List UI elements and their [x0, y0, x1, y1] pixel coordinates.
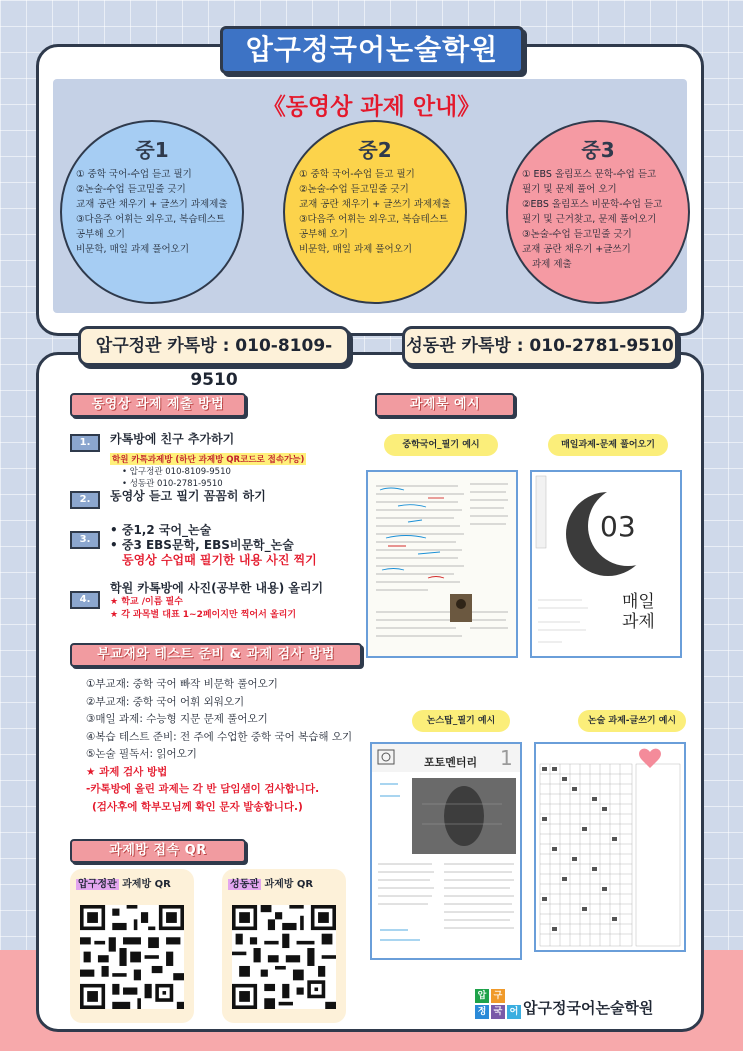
logo-block: 정	[475, 1005, 489, 1019]
grade-line: ① 중학 국어-수업 듣고 필기	[76, 169, 192, 180]
step-number: 3.	[70, 531, 100, 549]
grade-line: ① 중학 국어-수업 듣고 필기	[299, 169, 415, 180]
qr-card-apgujeong	[70, 869, 194, 1023]
daily-number: 03	[600, 510, 636, 543]
grade-line: 교재 공란 채우기 + 글쓰기 과제제출	[299, 199, 451, 210]
step-sub: • 성동관 010-2781-9510	[122, 479, 223, 489]
grade-circle-3	[506, 120, 690, 304]
footprint-illustration	[372, 744, 520, 958]
check-line: (검사후에 학부모님께 확인 문자 발송합니다.)	[92, 800, 303, 813]
sample-daily-image	[530, 470, 682, 658]
step-number: 1.	[70, 434, 100, 452]
grade-line: ③논술-수업 듣고밑줄 긋기	[522, 229, 632, 240]
moon-illustration	[532, 472, 680, 656]
logo-block: 어	[507, 1005, 521, 1019]
submission-title: 동영상 과제 제출 방법	[70, 393, 246, 417]
grade-name: 중3	[581, 138, 615, 162]
daily-label: 과제	[622, 612, 655, 632]
grade-line: 공부해 오기	[299, 229, 348, 240]
grade-line: 과제 제출	[532, 259, 572, 270]
homework-list	[86, 676, 352, 816]
daily-label: 매일	[622, 592, 655, 612]
grade-line: ③다음주 어휘는 외우고, 복습테스트	[299, 214, 449, 225]
qr-title: 과제방 접속 QR	[70, 839, 246, 863]
manuscript-illustration	[536, 744, 684, 950]
logo-block: 압	[475, 989, 489, 1003]
step-number: 4.	[70, 591, 100, 609]
logo-block: 국	[491, 1005, 505, 1019]
example-bubble: 논스탑_필기 예시	[412, 710, 510, 732]
qr-branch: 압구정관	[78, 879, 117, 890]
step-red: ★ 각 과목별 대표 1~2페이지만 찍어서 올리기	[110, 610, 297, 620]
grade-name: 중1	[135, 138, 169, 162]
sample-writing-image	[534, 742, 686, 952]
example-bubble: 논술 과제-글쓰기 예시	[578, 710, 686, 732]
grade-line: 필기 및 문제 풀어 오기	[522, 184, 617, 195]
step-text: • 중3 EBS문학, EBS비문학_논술	[110, 538, 294, 552]
grade-name: 중2	[358, 138, 392, 162]
sample-nonstop-image	[370, 742, 522, 960]
essay-number: 1	[500, 746, 513, 770]
step-number: 2.	[70, 491, 100, 509]
essay-title: 포토멘터리	[424, 756, 478, 769]
page-title: 압구정국어논술학원	[220, 26, 524, 74]
qr-card-seongdong	[222, 869, 346, 1023]
logo-block: 구	[491, 989, 505, 1003]
grade-line: ②논술-수업 듣고밑줄 긋기	[76, 184, 186, 195]
academy-logo	[475, 989, 675, 1019]
grade-line: 필기 및 근거찾고, 문제 풀어오기	[522, 214, 657, 225]
grade-line: 교재 공란 채우기 +글쓰기	[522, 244, 631, 255]
qr-code-apgujeong[interactable]	[80, 901, 184, 1013]
examples-title: 과제북 예시	[375, 393, 515, 417]
sample-notes-image	[366, 470, 518, 658]
check-line: -카톡방에 올린 과제는 각 반 담임샘이 검사합니다.	[86, 783, 320, 795]
notice-title: 《동영상 과제 안내》	[262, 94, 481, 120]
step-sub: • 압구정관 010-8109-9510	[122, 467, 231, 477]
step-highlight: 학원 카톡과제방 (하단 과제방 QR코드로 접속가능)	[112, 455, 305, 465]
homework-item: ②부교재: 중학 국어 어휘 외워오기	[86, 695, 245, 708]
grade-line: 공부해 오기	[76, 229, 125, 240]
example-bubble: 중학국어_필기 예시	[384, 434, 498, 456]
logo-text: 압구정국어논술학원	[523, 999, 654, 1017]
qr-code-seongdong[interactable]	[232, 901, 336, 1013]
qr-label: 과제방 QR	[122, 879, 171, 890]
example-bubble: 매일과제-문제 풀어오기	[548, 434, 668, 456]
homework-item: ⑤논술 필독서: 읽어오기	[86, 748, 197, 760]
step-text: • 중1,2 국어_논술	[110, 523, 212, 537]
grade-circle-2	[283, 120, 467, 304]
grade-line: 비문학, 매일 과제 풀어오기	[299, 244, 413, 255]
qr-label: 과제방 QR	[264, 879, 314, 890]
grade-line: ③다음주 어휘는 외우고, 복습테스트	[76, 214, 226, 225]
homework-item: ④복습 테스트 준비: 전 주에 수업한 중학 국어 복습해 오기	[86, 730, 353, 743]
grade-line: ②EBS 올림포스 비문학-수업 듣고	[522, 199, 663, 210]
grade-line: 교재 공란 채우기 + 글쓰기 과제제출	[76, 199, 228, 210]
grade-circle-1	[60, 120, 244, 304]
grade-line: ②논술-수업 듣고밑줄 긋기	[299, 184, 409, 195]
kakao-seongdong[interactable]: 성동관 카톡방 : 010-2781-9510	[402, 326, 678, 366]
homework-title: 부교재와 테스트 준비 & 과제 검사 방법	[70, 643, 362, 667]
homework-item: ①부교재: 중학 국어 빠작 비문학 풀어오기	[86, 678, 278, 690]
qr-branch: 성동관	[230, 879, 259, 890]
kakao-apgujeong[interactable]: 압구정관 카톡방 : 010-8109-9510	[78, 326, 350, 366]
step-text: 학원 카톡방에 사진(공부한 내용) 올리기	[110, 581, 324, 595]
homework-item: ③매일 과제: 수능형 지문 문제 풀어오기	[86, 713, 268, 725]
check-title: ★ 과제 검사 방법	[86, 765, 168, 778]
grade-line: 비문학, 매일 과제 풀어오기	[76, 244, 190, 255]
step-red: 동영상 수업때 필기한 내용 사진 찍기	[122, 553, 317, 567]
grade-line: ① EBS 올림포스 문학-수업 듣고	[522, 169, 657, 180]
step-text: 카톡방에 친구 추가하기	[110, 432, 235, 446]
step-red: ★ 학교 /이름 필수	[110, 597, 183, 607]
step-text: 동영상 듣고 필기 꼼꼼히 하기	[110, 489, 266, 503]
notes-illustration	[368, 472, 516, 656]
